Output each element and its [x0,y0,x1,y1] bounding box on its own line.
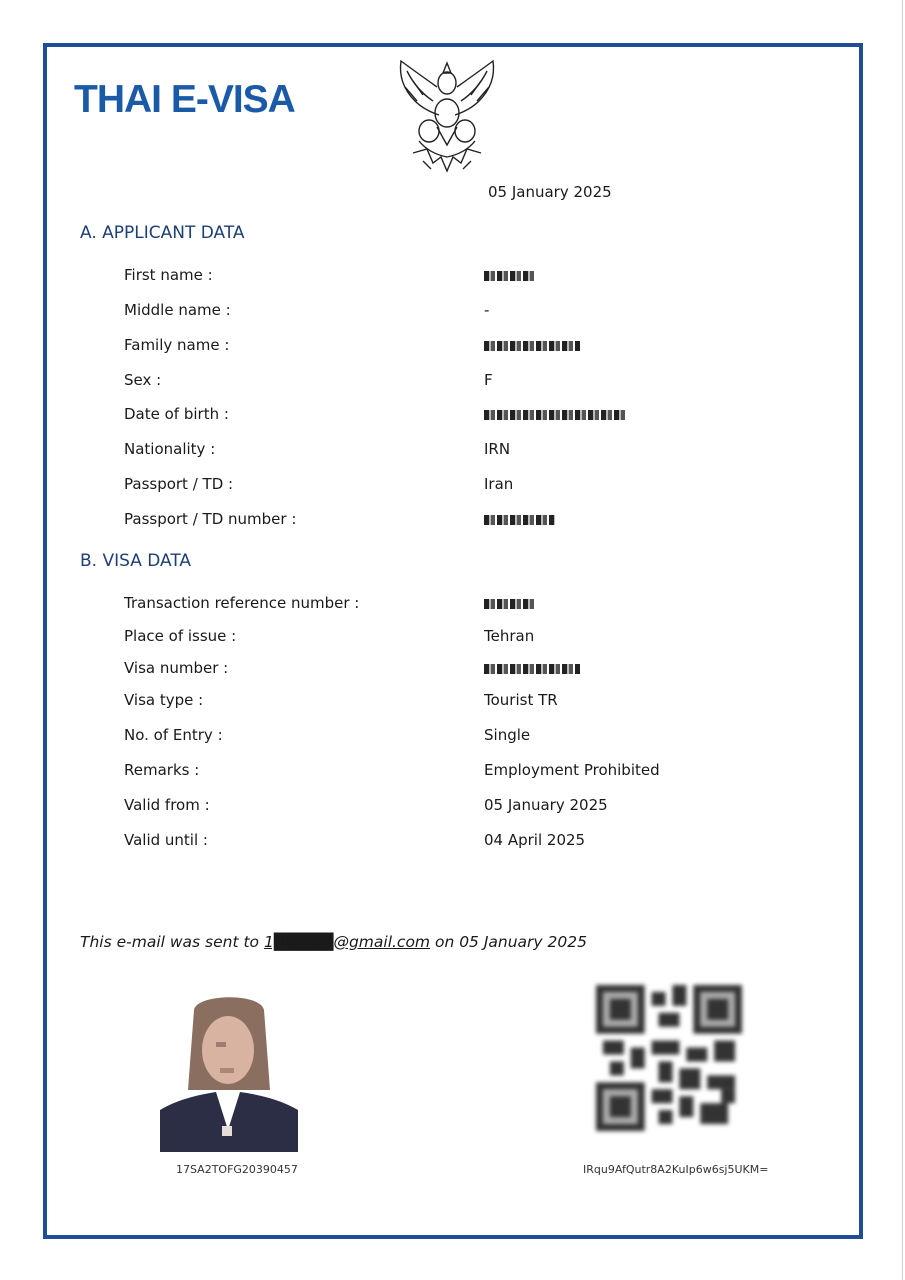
field-label: Nationality : [124,440,216,458]
applicant-row [124,510,824,532]
applicant-data-heading: A. APPLICANT DATA [80,223,245,243]
visa-data-heading: B. VISA DATA [80,551,192,571]
redacted-field-value [484,266,534,284]
field-value: Tourist TR [484,691,558,709]
applicant-row [124,405,824,427]
field-value: Tehran [484,627,535,645]
field-label: Passport / TD : [124,475,234,493]
visa-row [124,594,824,616]
document-title: THAI E-VISA [74,78,295,121]
page-edge [902,0,903,1280]
redacted-field-value [484,594,534,612]
field-value: 05 January 2025 [484,796,608,814]
field-label: Place of issue : [124,627,237,645]
field-value: Iran [484,475,514,493]
redaction-mask [484,664,580,674]
field-label: Valid from : [124,796,210,814]
redaction-mask [484,271,534,281]
redaction-mask [484,599,534,609]
redacted-field-value [484,510,555,528]
field-label: Family name : [124,336,230,354]
redaction-mask [484,515,555,525]
visa-row [124,726,824,748]
field-label: Sex : [124,371,162,389]
field-value: - [484,301,490,319]
field-label: No. of Entry : [124,726,223,744]
redaction-mask [484,410,626,420]
applicant-row [124,440,824,462]
visa-row [124,659,824,681]
email-address-link[interactable]: 1█████@gmail.com [263,933,431,951]
photo-id-caption: 17SA2TOFG20390457 [176,1163,298,1176]
field-label: Passport / TD number : [124,510,297,528]
field-value: IRN [484,440,511,458]
qr-code [596,985,742,1131]
visa-row [124,627,824,649]
visa-row [124,761,824,783]
field-label: Valid until : [124,831,208,849]
redacted-field-value [484,659,580,677]
field-label: Visa type : [124,691,204,709]
visa-row [124,691,824,713]
field-label: Remarks : [124,761,200,779]
field-label: Visa number : [124,659,229,677]
applicant-row [124,301,824,323]
redaction-mask [484,341,580,351]
field-value: Single [484,726,531,744]
visa-row [124,831,824,853]
field-label: First name : [124,266,213,284]
applicant-row [124,371,824,393]
redacted-field-value [484,336,580,354]
applicant-photo [160,990,298,1152]
email-notice-prefix: This e-mail was sent to [80,933,264,951]
redacted-field-value [484,405,626,423]
field-value: 04 April 2025 [484,831,586,849]
visa-row [124,796,824,818]
qr-code-caption: IRqu9AfQutr8A2KuIp6w6sj5UKM= [583,1163,769,1176]
field-value: Employment Prohibited [484,761,660,779]
field-label: Middle name : [124,301,231,319]
email-notice [80,933,587,951]
field-value: F [484,371,493,389]
applicant-row [124,475,824,497]
applicant-row [124,266,824,288]
field-label: Date of birth : [124,405,229,423]
email-notice-suffix: on 05 January 2025 [430,933,587,951]
applicant-row [124,336,824,358]
issue-date: 05 January 2025 [488,183,612,201]
garuda-emblem-icon [393,57,501,175]
field-label: Transaction reference number : [124,594,360,612]
